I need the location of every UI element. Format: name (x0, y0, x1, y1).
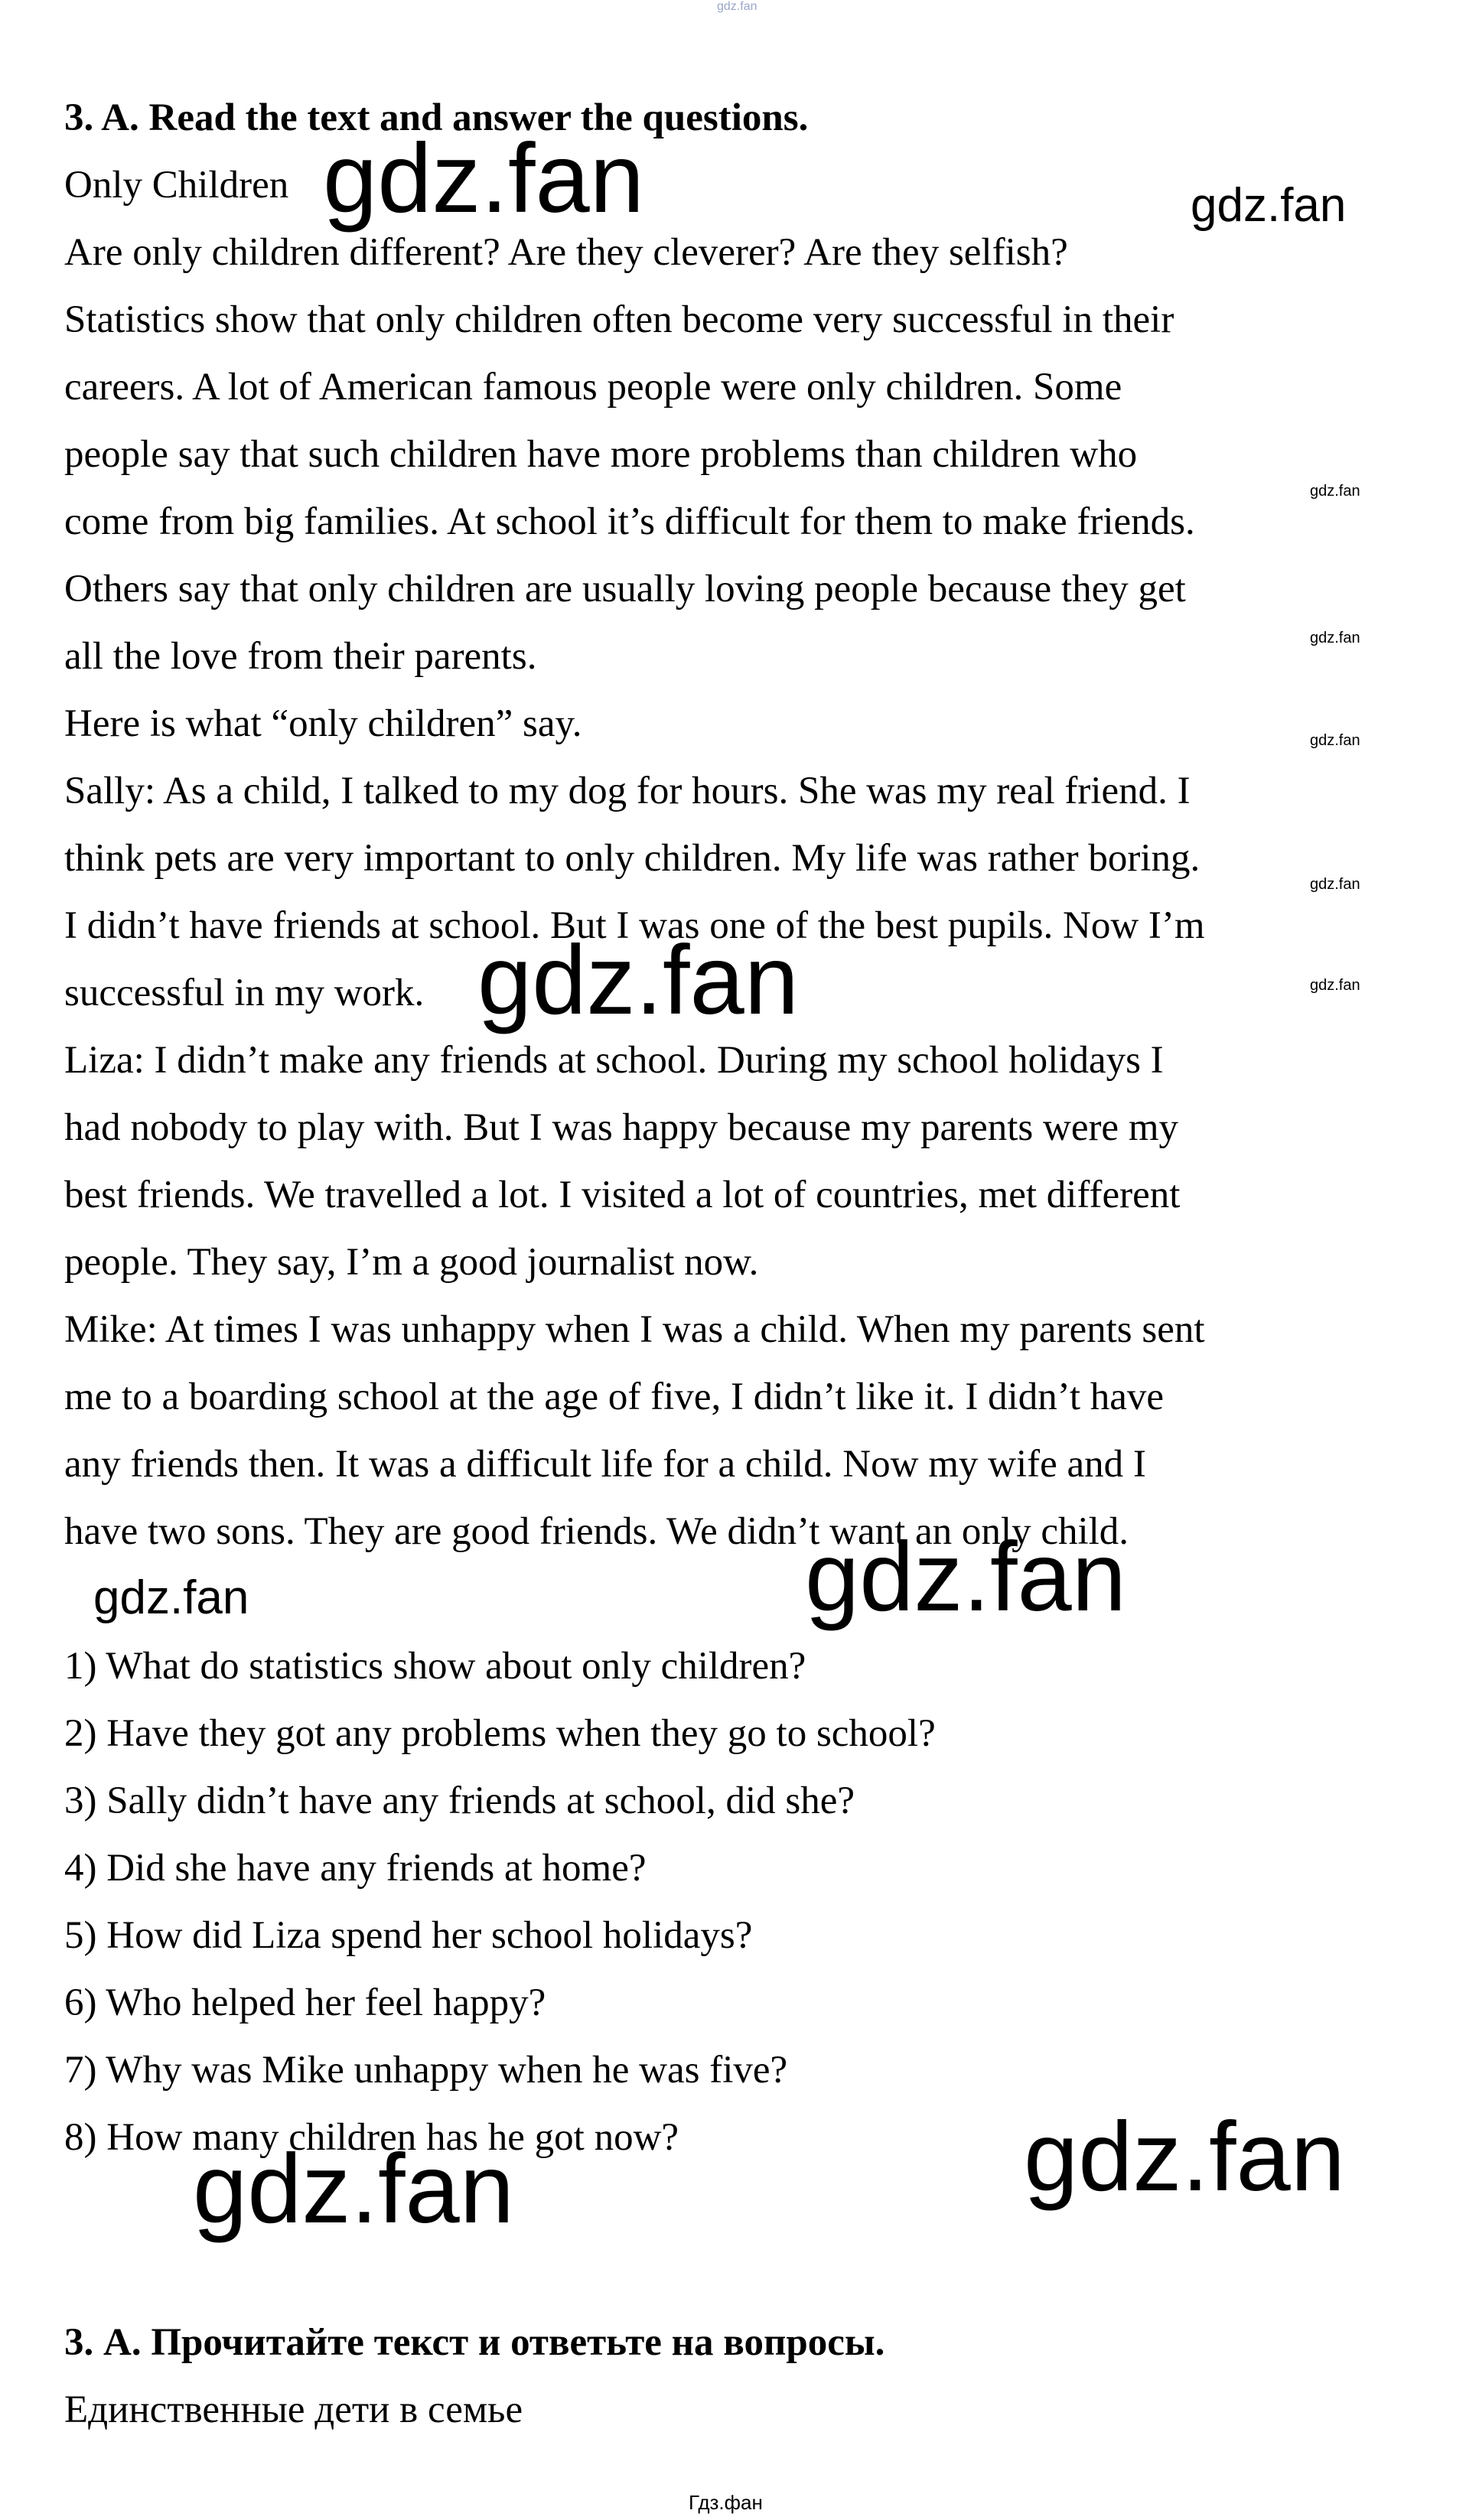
watermark: gdz.fan (1024, 2102, 1345, 2212)
watermark: gdz.fan (1310, 732, 1360, 749)
text-line: Are only children different? Are they cleverer? Are they selfish? (64, 231, 1068, 274)
watermark: gdz.fan (93, 1571, 249, 1624)
watermark: gdz.fan (323, 124, 644, 233)
text-line: all the love from their parents. (64, 635, 537, 678)
question-item: 4) Did she have any friends at home? (64, 1847, 647, 1890)
footer-watermark: Гдз.фан (689, 2491, 763, 2514)
text-line: Others say that only children are usually loving people because they get (64, 568, 1186, 610)
question-item: 3) Sally didn’t have any friends at school, did she? (64, 1779, 855, 1822)
text-line: careers. A lot of American famous people were only children. Some (64, 366, 1122, 409)
text-line: come from big families. At school it’s difficult for them to make friends. (64, 500, 1195, 543)
text-line: I didn’t have friends at school. But I was one of the best pupils. Now I’m (64, 904, 1205, 947)
exercise-heading: 3. A. Read the text and answer the questions. (64, 96, 809, 139)
watermark: gdz.fan (1310, 977, 1360, 994)
question-item: 2) Have they got any problems when they go to school? (64, 1712, 936, 1755)
watermark: gdz.fan (1310, 630, 1360, 646)
text-line: have two sons. They are good friends. We didn’t want an only child. (64, 1510, 1129, 1553)
text-title-ru: Единственные дети в семье (64, 2388, 523, 2431)
text-line: think pets are very important to only children. My life was rather boring. (64, 837, 1200, 880)
text-line: Mike: At times I was unhappy when I was a child. When my parents sent (64, 1308, 1205, 1351)
watermark: gdz.fan (477, 926, 799, 1035)
text-line: Sally: As a child, I talked to my dog for hours. She was my real friend. I (64, 770, 1191, 812)
top-watermark: gdz.fan (717, 0, 757, 13)
text-line: people say that such children have more problems than children who (64, 433, 1138, 476)
watermark: gdz.fan (1310, 876, 1360, 893)
question-item: 5) How did Liza spend her school holidays? (64, 1914, 753, 1957)
text-line: successful in my work. (64, 972, 425, 1014)
question-item: 1) What do statistics show about only children? (64, 1645, 806, 1688)
question-item: 7) Why was Mike unhappy when he was five? (64, 2049, 788, 2092)
text-line: best friends. We travelled a lot. I visited a lot of countries, met different (64, 1174, 1181, 1216)
text-line: me to a boarding school at the age of five, I didn’t like it. I didn’t have (64, 1376, 1165, 1418)
watermark: gdz.fan (1191, 179, 1347, 232)
text-line: Statistics show that only children often become very successful in their (64, 298, 1174, 341)
text-line: Here is what “only children” say. (64, 702, 582, 745)
watermark: gdz.fan (1310, 483, 1360, 500)
question-item: 6) Who helped her feel happy? (64, 1981, 546, 2024)
question-item: 8) How many children has he got now? (64, 2116, 679, 2159)
text-line: Liza: I didn’t make any friends at school. During my school holidays I (64, 1039, 1164, 1082)
text-line: had nobody to play with. But I was happy because my parents were my (64, 1106, 1178, 1149)
text-line: people. They say, I’m a good journalist now. (64, 1241, 759, 1284)
text-line: any friends then. It was a difficult life for a child. Now my wife and I (64, 1443, 1146, 1486)
exercise-heading-ru: 3. А. Прочитайте текст и ответьте на вопросы. (64, 2321, 885, 2364)
watermark: gdz.fan (193, 2134, 514, 2244)
watermark: gdz.fan (805, 1522, 1126, 1632)
text-title: Only Children (64, 164, 289, 207)
